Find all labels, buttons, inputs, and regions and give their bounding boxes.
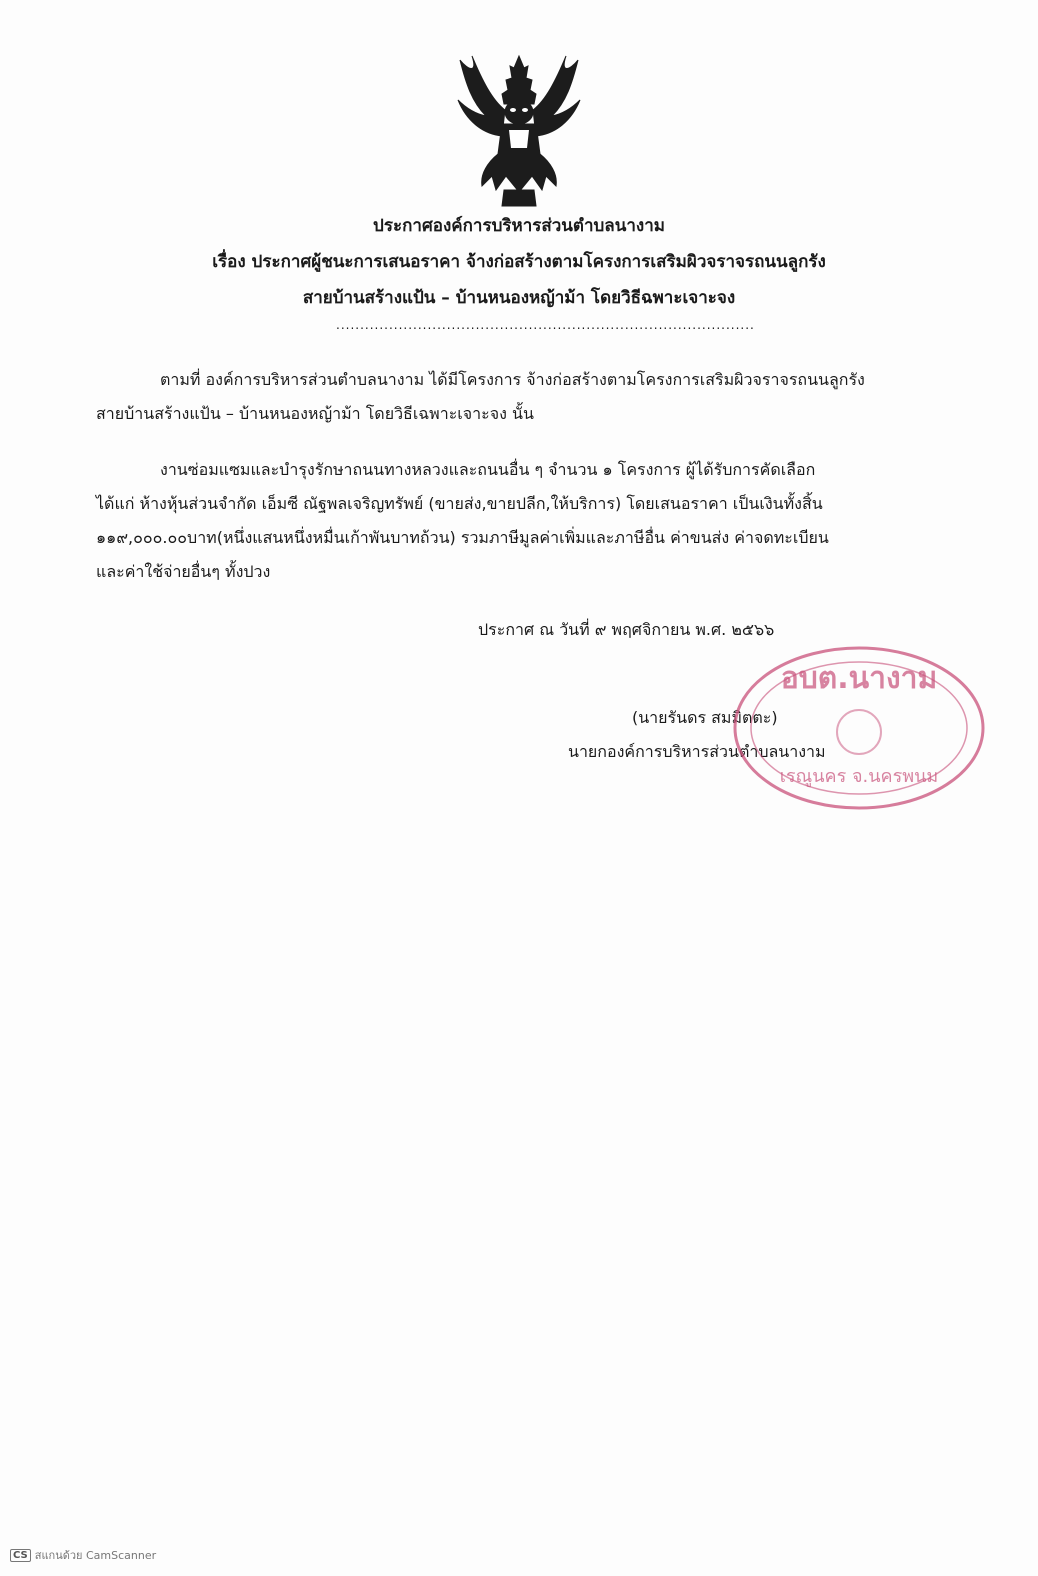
paragraph2-line2: ได้แก่ ห้างหุ้นส่วนจำกัด เอ็มซี ณัฐพลเจริญทรัพย์ (ขายส่ง,ขายปลีก,ให้บริการ) โดยเสนอราคา เป็นเงินทั้งสิ้น xyxy=(96,494,823,513)
announcement-date: ประกาศ ณ วันที่ ๙ พฤศจิกายน พ.ศ. ๒๕๖๖ xyxy=(478,620,775,639)
camscanner-text: สแกนด้วย CamScanner xyxy=(34,1549,157,1562)
camscanner-footer xyxy=(10,1546,156,1564)
signer-title: นายกองค์การบริหารส่วนตำบลนางาม xyxy=(568,742,826,761)
heading-divider: ....................................................................................... xyxy=(336,318,755,332)
paragraph1-line2: สายบ้านสร้างแป้น – บ้านหนองหญ้าม้า โดยวิธีเฉพาะเจาะจง นั้น xyxy=(96,404,534,423)
announcement-subject-line2: สายบ้านสร้างแป้น – บ้านหนองหญ้าม้า โดยวิธีฉพาะเจาะจง xyxy=(302,288,736,308)
paragraph2-line1: งานซ่อมแซมและบำรุงรักษาถนนทางหลวงและถนนอื่น ๆ จำนวน ๑ โครงการ ผู้ได้รับการคัดเลือก xyxy=(160,460,816,479)
paragraph2-line3: ๑๑๙,๐๐๐.๐๐บาท(หนึ่งแสนหนึ่งหมื่นเก้าพันบาทถ้วน) รวมภาษีมูลค่าเพิ่มและภาษีอื่น ค่าขนส่ง ค่าจดทะเบียน xyxy=(96,528,829,547)
official-stamp xyxy=(728,640,990,816)
camscanner-logo-icon: CS xyxy=(10,1549,31,1562)
paragraph1-line1: ตามที่ องค์การบริหารส่วนตำบลนางาม ได้มีโครงการ จ้างก่อสร้างตามโครงการเสริมผิวจราจรถนนลูกรัง xyxy=(160,370,865,389)
announcement-subject: เรื่อง ประกาศผู้ชนะการเสนอราคา จ้างก่อสร้างตามโครงการเสริมผิวจราจรถนนลูกรัง xyxy=(212,252,826,272)
announcement-heading: ประกาศองค์การบริหารส่วนตำบลนางาม xyxy=(373,216,665,236)
svg-text:อบต.นางาม: อบต.นางาม xyxy=(780,661,938,696)
paragraph2-line4: และค่าใช้จ่ายอื่นๆ ทั้งปวง xyxy=(96,562,271,581)
svg-text:เรณูนคร จ.นครพนม: เรณูนคร จ.นครพนม xyxy=(779,766,939,787)
garuda-emblem xyxy=(452,50,586,208)
signer-name: (นายรันดร สมมิตตะ) xyxy=(632,708,778,727)
